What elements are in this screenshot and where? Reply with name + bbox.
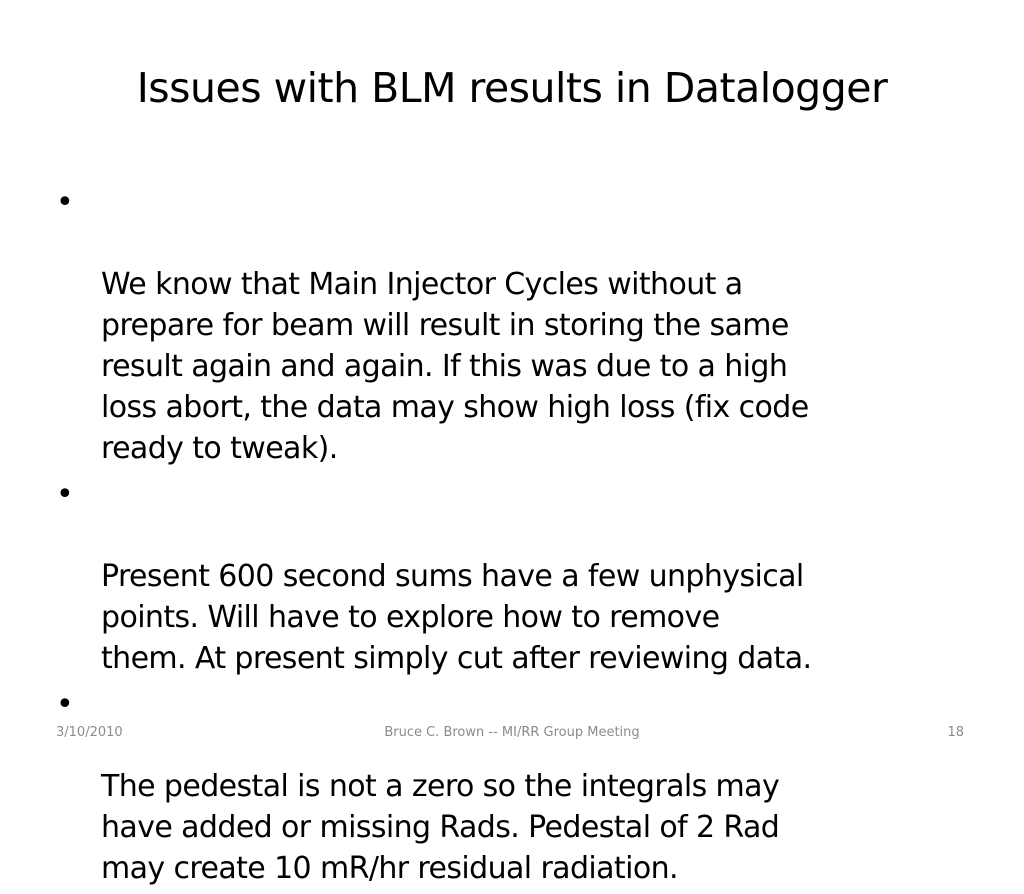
footer-page-number: 18 (947, 725, 964, 740)
bullet-dot-icon: • (56, 687, 74, 722)
footer-presenter: Bruce C. Brown -- MI/RR Group Meeting (384, 725, 640, 740)
bullet-list (56, 182, 976, 894)
bullet-dot-icon: • (56, 185, 74, 220)
bullet-text: Present 600 second sums have a few unphysical points. Will have to explore how to remove them. At present simply cut after reviewing data. (101, 559, 812, 676)
bullet-item (56, 684, 976, 889)
slide-title: Issues with BLM results in Datalogger (136, 64, 888, 112)
bullet-text: We know that Main Injector Cycles without a prepare for beam will result in storing the same result again and again. If this was due to a high loss abort, the data may show high loss (fix code ready to tweak). (101, 267, 809, 466)
bullet-item (56, 474, 976, 679)
bullet-item (56, 182, 976, 469)
bullet-dot-icon: • (56, 477, 74, 512)
footer-date: 3/10/2010 (56, 725, 123, 740)
bullet-text: The pedestal is not a zero so the integrals may have added or missing Rads. Pedestal of 2 Rad may create 10 mR/hr residual radiation. (101, 769, 780, 886)
